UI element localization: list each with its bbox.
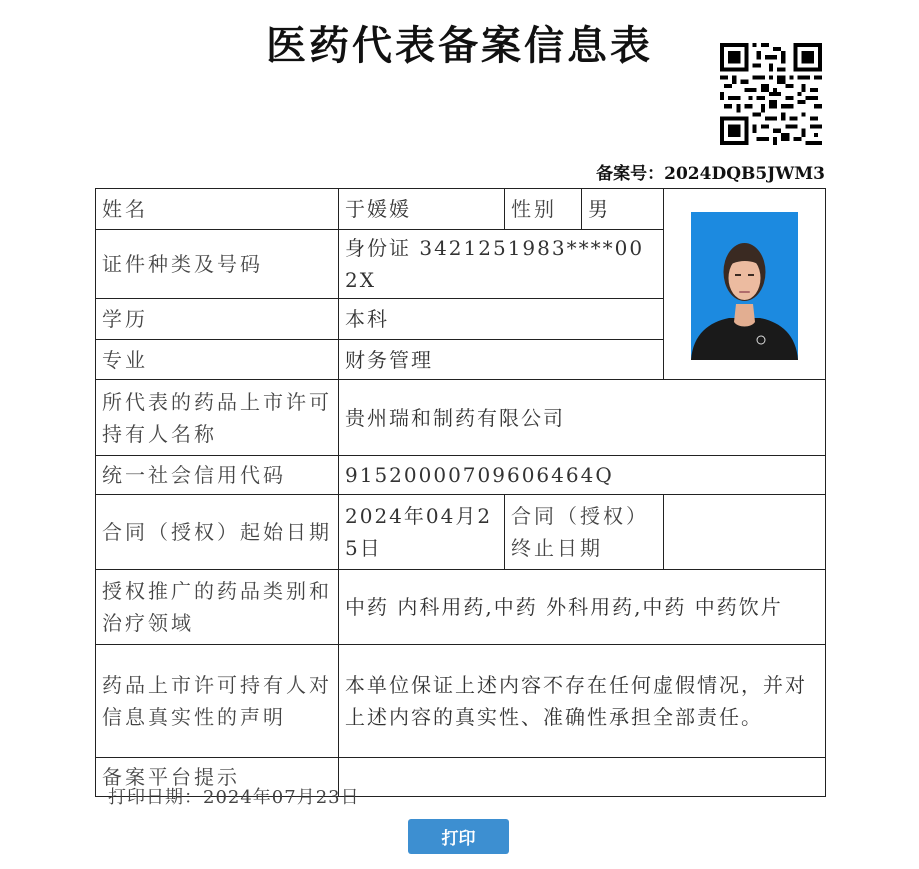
page-title: 医药代表备案信息表 [266, 22, 653, 69]
record-table [95, 188, 826, 797]
holder-value: 贵州瑞和制药有限公司 [339, 380, 826, 456]
platform-tip-label: 备案平台提示 [96, 758, 339, 797]
major-label: 专业 [96, 340, 339, 380]
start-date-value: 2024年04月25日 [339, 495, 505, 570]
holder-label: 所代表的药品上市许可持有人名称 [96, 380, 339, 456]
name-label: 姓名 [96, 189, 339, 230]
end-date-value [664, 495, 826, 570]
qr-code-icon [720, 43, 822, 145]
education-label: 学历 [96, 299, 339, 340]
platform-tip-value [339, 758, 826, 797]
declaration-value: 本单位保证上述内容不存在任何虚假情况，并对上述内容的真实性、准确性承担全部责任。 [339, 645, 826, 758]
scope-label: 授权推广的药品类别和治疗领域 [96, 570, 339, 645]
print-date: 打印日期：2024年07月23日 [108, 787, 360, 808]
person-photo [691, 212, 798, 360]
declaration-label: 药品上市许可持有人对信息真实性的声明 [96, 645, 339, 758]
print-button[interactable]: 打印 [408, 819, 509, 854]
education-value: 本科 [339, 299, 664, 340]
name-value: 于媛媛 [339, 189, 505, 230]
end-date-label: 合同（授权）终止日期 [505, 495, 664, 570]
major-value: 财务管理 [339, 340, 664, 380]
credit-code-label: 统一社会信用代码 [96, 456, 339, 495]
id-value: 身份证 3421251983****002X [339, 230, 664, 299]
credit-code-value: 91520000709606464Q [339, 456, 826, 495]
start-date-label: 合同（授权）起始日期 [96, 495, 339, 570]
id-label: 证件种类及号码 [96, 230, 339, 299]
registration-number: 备案号：2024DQB5JWM3 [596, 164, 825, 184]
scope-value: 中药 内科用药,中药 外科用药,中药 中药饮片 [339, 570, 826, 645]
gender-label: 性别 [505, 189, 582, 230]
photo-cell [664, 189, 826, 380]
gender-value: 男 [582, 189, 664, 230]
